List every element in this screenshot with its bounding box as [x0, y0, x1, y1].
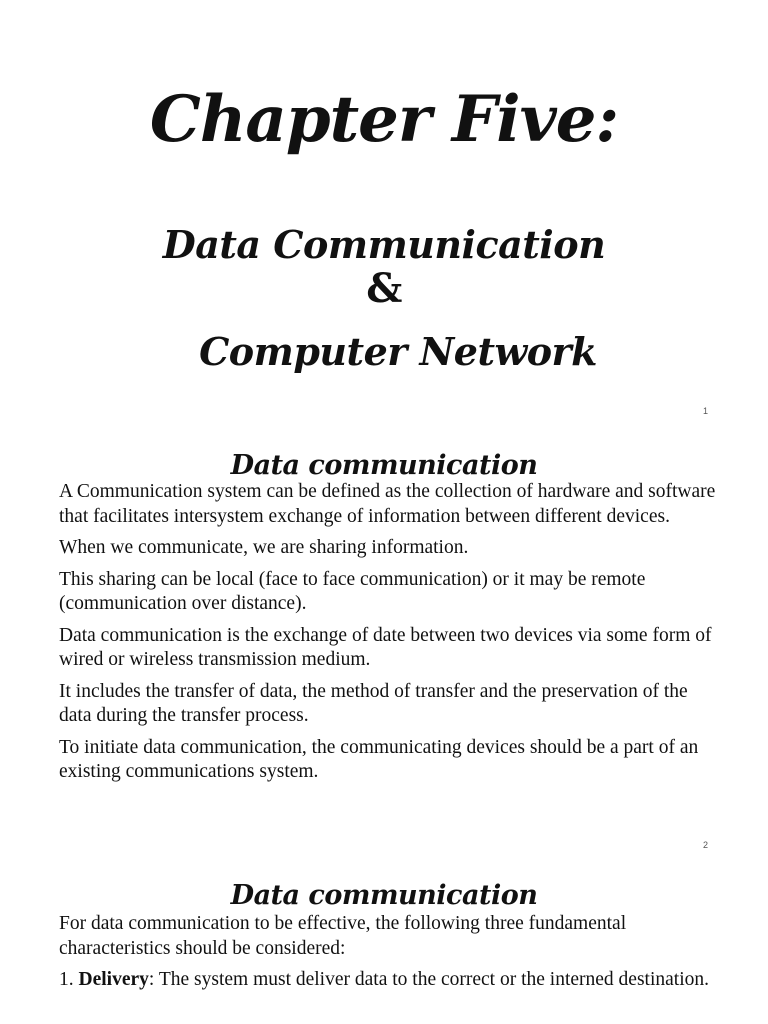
slide-heading: Data communication: [230, 880, 538, 911]
paragraph: When we communicate, we are sharing information.: [59, 537, 469, 558]
paragraph: To initiate data communication, the communicating devices should be a part of an existing communications system.: [59, 736, 699, 782]
slide-data-communication-2: [0, 860, 768, 1024]
list-item-term: Delivery: [78, 969, 149, 990]
chapter-title: Chapter Five:: [149, 82, 619, 157]
list-item: [59, 968, 719, 993]
page-number: 2: [702, 840, 708, 850]
subtitle-computer-network: Computer Network: [199, 329, 597, 374]
subtitle-data-communication: Data Communication: [162, 222, 606, 267]
paragraph-intro: For data communication to be effective, the following three fundamental characteristics should be considered:: [59, 913, 627, 959]
list-item-number: 1.: [59, 969, 79, 990]
subtitle-ampersand: &: [366, 265, 402, 312]
paragraph: A Communication system can be defined as the collection of hardware and software that facilitates intersystem exchange of information between different devices.: [59, 481, 716, 527]
slide-body: [59, 480, 719, 792]
paragraph: Data communication is the exchange of date between two devices via some form of wired or wireless transmission medium.: [59, 624, 712, 670]
slide-heading: Data communication: [230, 450, 538, 481]
slide-title: [0, 0, 768, 430]
slide-body: [59, 912, 719, 1000]
slide-data-communication-1: [0, 430, 768, 860]
page-number: 1: [702, 406, 708, 416]
paragraph: It includes the transfer of data, the method of transfer and the preservation of the data during the transfer process.: [59, 680, 688, 726]
paragraph: This sharing can be local (face to face communication) or it may be remote (communication over distance).: [59, 568, 646, 614]
list-item-text: : The system must deliver data to the correct or the interned destination.: [148, 969, 709, 990]
